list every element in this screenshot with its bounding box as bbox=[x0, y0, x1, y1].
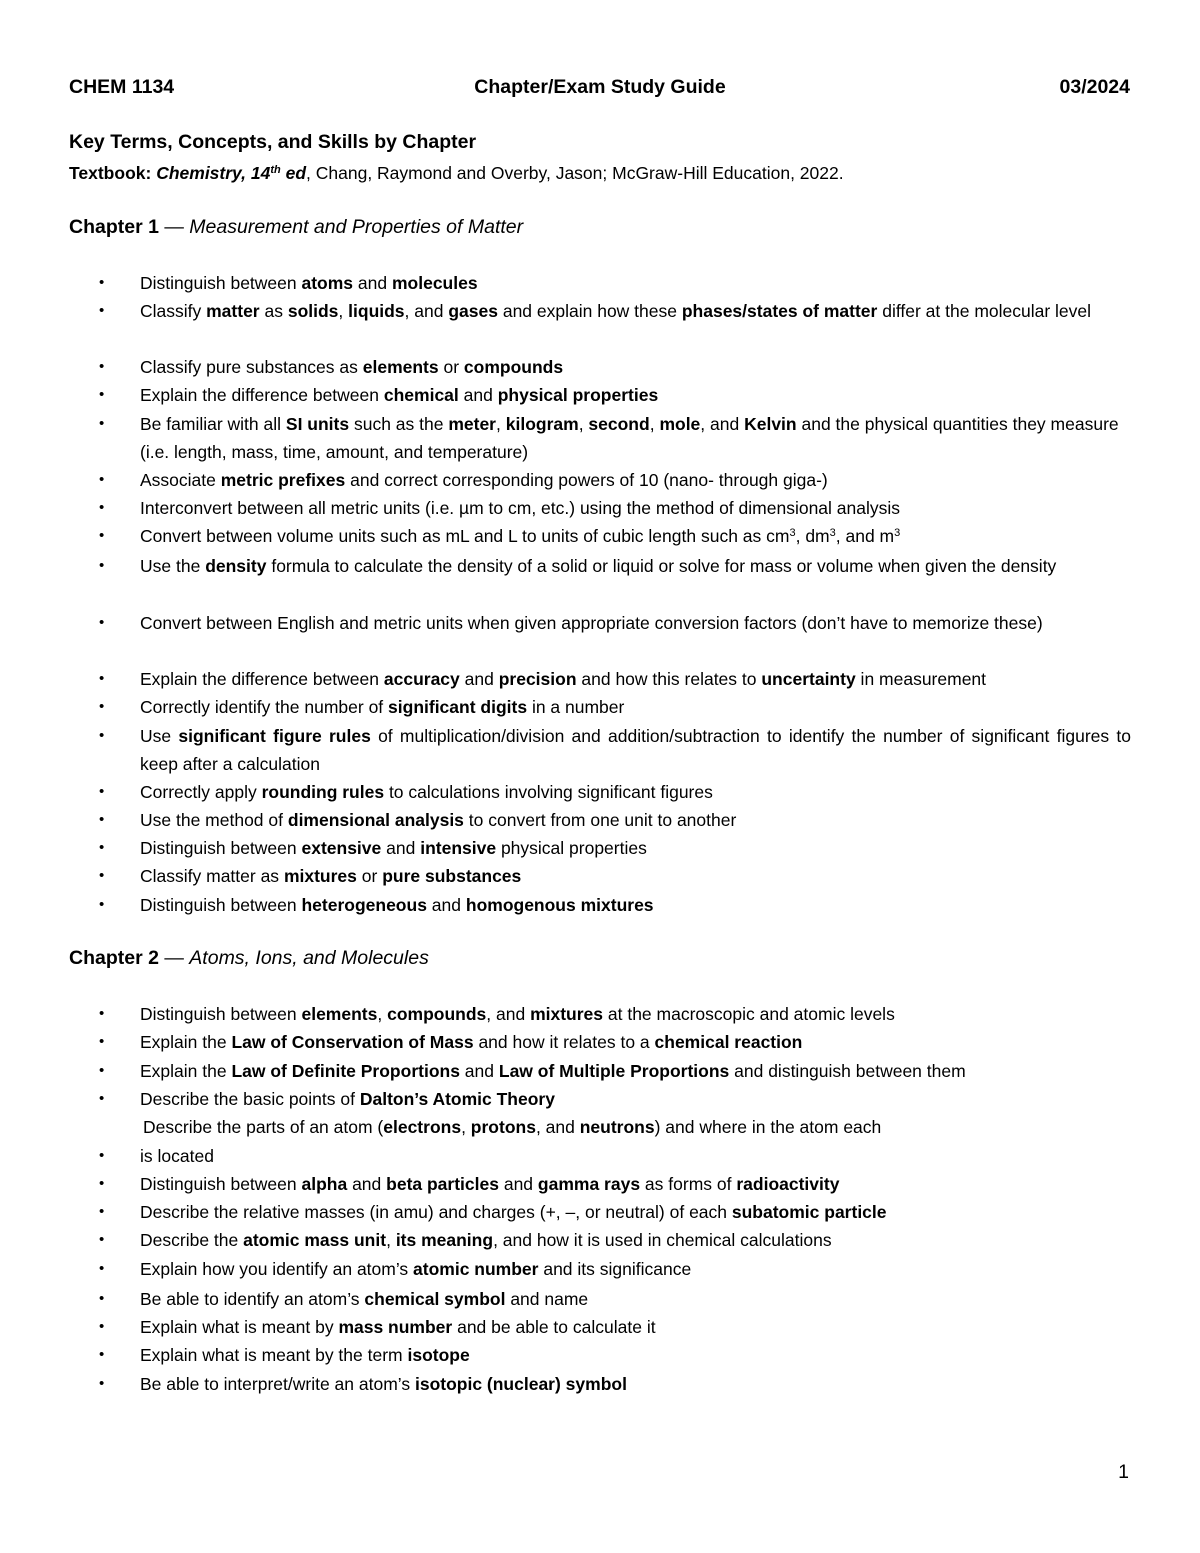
bullet-icon: • bbox=[99, 302, 105, 319]
objective-text bbox=[140, 778, 1131, 806]
key-term: elements bbox=[301, 1004, 378, 1024]
key-term: beta particles bbox=[386, 1174, 499, 1194]
objective-item bbox=[99, 1085, 1131, 1113]
text-run: Explain what is meant by the term bbox=[140, 1345, 408, 1365]
text-run: to convert from one unit to another bbox=[463, 810, 737, 830]
chapter-1-heading bbox=[69, 213, 523, 241]
key-term: liquids bbox=[348, 301, 405, 321]
objective-text bbox=[140, 410, 1131, 466]
bullet-icon: • bbox=[99, 1005, 105, 1022]
superscript: 3 bbox=[829, 527, 836, 539]
objective-text bbox=[140, 381, 1131, 409]
objective-item bbox=[99, 778, 1131, 806]
bullet-icon: • bbox=[99, 1318, 105, 1335]
objective-item bbox=[99, 410, 1131, 466]
objective-text bbox=[140, 522, 1131, 550]
key-term: atomic number bbox=[413, 1259, 539, 1279]
text-run: such as the bbox=[349, 414, 449, 434]
key-term: density bbox=[205, 556, 267, 576]
objective-text bbox=[140, 353, 1131, 381]
text-run: as bbox=[259, 301, 288, 321]
objective-item bbox=[99, 494, 1131, 522]
objective-text bbox=[140, 1285, 1131, 1313]
key-term: pure substances bbox=[382, 866, 522, 886]
key-term: chemical bbox=[383, 385, 459, 405]
bullet-icon: • bbox=[99, 1231, 105, 1248]
chapter-title: Measurement and Properties of Matter bbox=[189, 216, 524, 238]
text-run: and be able to calculate it bbox=[452, 1317, 656, 1337]
key-term: significant figure rules bbox=[178, 726, 371, 746]
objective-text bbox=[140, 1170, 1131, 1198]
objective-text bbox=[140, 297, 1131, 325]
objective-text bbox=[140, 269, 1131, 297]
text-run: , bbox=[338, 301, 349, 321]
key-term: intensive bbox=[420, 838, 497, 858]
key-term: dimensional analysis bbox=[287, 810, 464, 830]
objective-text bbox=[143, 1113, 1131, 1141]
text-run: , bbox=[578, 414, 589, 434]
key-term: mixtures bbox=[530, 1004, 604, 1024]
chapter-number: Chapter 1 bbox=[69, 216, 159, 238]
bullet-icon: • bbox=[99, 1260, 105, 1277]
key-term: gases bbox=[448, 301, 498, 321]
objective-text bbox=[140, 1341, 1131, 1369]
bullet-icon: • bbox=[99, 386, 105, 403]
objective-item bbox=[99, 1198, 1131, 1226]
objective-item bbox=[99, 1226, 1131, 1254]
text-run: and bbox=[381, 838, 421, 858]
bullet-icon: • bbox=[99, 471, 105, 488]
objective-item bbox=[99, 1313, 1131, 1341]
objective-text bbox=[140, 609, 1131, 637]
text-run: and explain how these bbox=[497, 301, 682, 321]
key-term: radioactivity bbox=[736, 1174, 840, 1194]
bullet-icon: • bbox=[99, 415, 105, 432]
key-term: atoms bbox=[301, 273, 354, 293]
text-run: Use the method of bbox=[140, 810, 288, 830]
key-term: meter bbox=[448, 414, 496, 434]
text-run: Distinguish between bbox=[140, 1174, 302, 1194]
bullet-icon: • bbox=[99, 867, 105, 884]
text-run: Be able to identify an atom’s bbox=[140, 1289, 365, 1309]
text-run: Explain what is meant by bbox=[140, 1317, 339, 1337]
text-run: Correctly apply bbox=[140, 782, 262, 802]
objective-text bbox=[140, 1000, 1131, 1028]
text-run: Describe the relative masses (in amu) and charges (+, –, or neutral) of each bbox=[140, 1202, 732, 1222]
text-run: Distinguish between bbox=[140, 1004, 302, 1024]
text-run: and how it relates to a bbox=[473, 1032, 655, 1052]
chapter-title: Atoms, Ions, and Molecules bbox=[189, 947, 429, 969]
bullet-icon: • bbox=[99, 670, 105, 687]
text-run: ) and where in the atom each bbox=[654, 1117, 882, 1137]
key-term: compounds bbox=[387, 1004, 487, 1024]
objective-text bbox=[140, 834, 1131, 862]
objective-item bbox=[99, 466, 1131, 494]
objective-item bbox=[99, 1057, 1131, 1085]
key-term: metric prefixes bbox=[220, 470, 346, 490]
bullet-icon: • bbox=[99, 1290, 105, 1307]
text-run: or bbox=[356, 866, 383, 886]
objective-item bbox=[99, 381, 1131, 409]
chapter-2-heading bbox=[69, 944, 429, 972]
key-term: Dalton’s Atomic Theory bbox=[359, 1089, 555, 1109]
text-run: or bbox=[438, 357, 464, 377]
bullet-icon: • bbox=[99, 1033, 105, 1050]
text-run: Describe the basic points of bbox=[140, 1089, 360, 1109]
text-run: Be familiar with all bbox=[140, 414, 286, 434]
key-term: protons bbox=[470, 1117, 536, 1137]
bullet-icon: • bbox=[99, 727, 105, 744]
bullet-icon: • bbox=[99, 557, 105, 574]
text-run: Classify bbox=[140, 301, 207, 321]
objective-text bbox=[140, 1057, 1131, 1085]
superscript: 3 bbox=[894, 527, 901, 539]
bullet-icon: • bbox=[99, 499, 105, 516]
objective-text bbox=[140, 1142, 1131, 1170]
key-term: atomic mass unit bbox=[243, 1230, 387, 1250]
text-run: , and m bbox=[835, 526, 895, 546]
text-run: Classify pure substances as bbox=[140, 357, 363, 377]
objective-text bbox=[140, 1198, 1131, 1226]
key-term: Law of Definite Proportions bbox=[231, 1061, 460, 1081]
text-run: in a number bbox=[527, 697, 625, 717]
key-term: Kelvin bbox=[744, 414, 797, 434]
key-term: physical properties bbox=[497, 385, 659, 405]
objective-item bbox=[99, 1285, 1131, 1313]
objective-text bbox=[140, 665, 1131, 693]
text-run: , and bbox=[486, 1004, 531, 1024]
text-run: Associate bbox=[140, 470, 221, 490]
objective-text bbox=[140, 891, 1131, 919]
key-term: isotope bbox=[407, 1345, 470, 1365]
text-run: and its significance bbox=[538, 1259, 692, 1279]
text-run: , and bbox=[404, 301, 449, 321]
key-term: precision bbox=[498, 669, 577, 689]
text-run: is located bbox=[140, 1146, 214, 1166]
text-run: Explain how you identify an atom’s bbox=[140, 1259, 414, 1279]
text-run: Interconvert between all metric units (i.e. µm to cm, etc.) using the method of dimensional analysis bbox=[140, 498, 901, 518]
key-term: gamma rays bbox=[537, 1174, 641, 1194]
course-code: CHEM 1134 bbox=[69, 76, 175, 98]
text-run: and name bbox=[505, 1289, 589, 1309]
key-term: chemical reaction bbox=[654, 1032, 803, 1052]
text-run: Describe the parts of an atom ( bbox=[143, 1117, 384, 1137]
objective-item bbox=[99, 1113, 1131, 1141]
text-run: of multiplication/division and addition/subtraction to identify the number of significant figures to keep after a calculation bbox=[140, 726, 1131, 775]
text-run: Classify matter as bbox=[140, 866, 284, 886]
objective-item bbox=[99, 353, 1131, 381]
text-run: physical properties bbox=[496, 838, 647, 858]
bullet-icon: • bbox=[99, 1375, 105, 1392]
textbook-title bbox=[156, 163, 306, 183]
key-term: its meaning bbox=[395, 1230, 494, 1250]
key-term: mixtures bbox=[283, 866, 357, 886]
objective-item bbox=[99, 552, 1131, 580]
chapter-dash: — bbox=[158, 216, 190, 238]
textbook-label: Textbook: bbox=[69, 163, 152, 183]
objective-text bbox=[140, 862, 1131, 890]
bullet-icon: • bbox=[99, 358, 105, 375]
text-run: as forms of bbox=[640, 1174, 737, 1194]
textbook-line bbox=[69, 160, 844, 186]
key-term: rounding rules bbox=[261, 782, 385, 802]
objective-item bbox=[99, 693, 1131, 721]
text-run: Convert between English and metric units when given appropriate conversion factors (don’t have to memorize these) bbox=[140, 613, 1043, 633]
key-term: isotopic (nuclear) symbol bbox=[414, 1374, 627, 1394]
key-term: elements bbox=[362, 357, 439, 377]
key-term: accuracy bbox=[383, 669, 460, 689]
objective-item bbox=[99, 1000, 1131, 1028]
text-run: Use bbox=[140, 726, 179, 746]
document-date: 03/2024 bbox=[1059, 76, 1130, 98]
text-run: Explain the bbox=[140, 1032, 232, 1052]
bullet-icon: • bbox=[99, 527, 105, 544]
text-run: Explain the difference between bbox=[140, 669, 384, 689]
objective-item bbox=[99, 269, 1131, 297]
text-run: formula to calculate the density of a solid or liquid or solve for mass or volume when given the density bbox=[266, 556, 1057, 576]
text-run: and bbox=[498, 1174, 538, 1194]
objective-text bbox=[140, 1226, 1131, 1254]
key-term: subatomic particle bbox=[731, 1202, 887, 1222]
superscript: 3 bbox=[789, 527, 796, 539]
text-run: and correct corresponding powers of 10 (nano- through giga-) bbox=[345, 470, 828, 490]
key-terms-heading: Key Terms, Concepts, and Skills by Chapter bbox=[69, 131, 477, 153]
text-run: , bbox=[461, 1117, 471, 1137]
key-term: alpha bbox=[301, 1174, 348, 1194]
objective-text bbox=[140, 466, 1131, 494]
text-run: Use the bbox=[140, 556, 206, 576]
key-term: chemical symbol bbox=[364, 1289, 506, 1309]
text-run: Correctly identify the number of bbox=[140, 697, 389, 717]
key-term: solids bbox=[287, 301, 339, 321]
bullet-icon: • bbox=[99, 783, 105, 800]
textbook-title-sup: th bbox=[270, 164, 281, 176]
bullet-icon: • bbox=[99, 1062, 105, 1079]
key-term: mole bbox=[659, 414, 701, 434]
objective-text bbox=[140, 806, 1131, 834]
textbook-title-ed: ed bbox=[280, 163, 307, 183]
objective-item bbox=[99, 862, 1131, 890]
chapter-dash: — bbox=[158, 947, 190, 969]
objective-text bbox=[140, 1085, 1131, 1113]
bullet-icon: • bbox=[99, 698, 105, 715]
objective-text bbox=[140, 1370, 1131, 1398]
key-term: electrons bbox=[383, 1117, 462, 1137]
objective-item bbox=[99, 1170, 1131, 1198]
text-run: Distinguish between bbox=[140, 838, 302, 858]
text-run: and bbox=[353, 273, 392, 293]
bullet-icon: • bbox=[99, 1147, 105, 1164]
text-run: , dm bbox=[795, 526, 830, 546]
key-term: SI units bbox=[285, 414, 350, 434]
text-run: , bbox=[649, 414, 660, 434]
objective-text bbox=[140, 1313, 1131, 1341]
text-run: Explain the bbox=[140, 1061, 232, 1081]
text-run: and distinguish between them bbox=[729, 1061, 966, 1081]
key-term: neutrons bbox=[579, 1117, 655, 1137]
text-run: , and bbox=[700, 414, 745, 434]
bullet-icon: • bbox=[99, 811, 105, 828]
key-term: mass number bbox=[338, 1317, 453, 1337]
text-run: to calculations involving significant figures bbox=[384, 782, 713, 802]
objective-item bbox=[99, 1028, 1131, 1056]
objective-item bbox=[99, 834, 1131, 862]
objective-item bbox=[99, 1255, 1131, 1283]
key-term: Law of Multiple Proportions bbox=[498, 1061, 730, 1081]
key-term: matter bbox=[206, 301, 260, 321]
bullet-icon: • bbox=[99, 614, 105, 631]
key-term: molecules bbox=[391, 273, 478, 293]
key-term: second bbox=[588, 414, 650, 434]
text-run: in measurement bbox=[855, 669, 987, 689]
key-term: extensive bbox=[301, 838, 382, 858]
objective-text bbox=[140, 552, 1131, 580]
text-run: and bbox=[426, 895, 466, 915]
text-run: and the physical quantities they measure (i.e. length, mass, time, amount, and temperature) bbox=[140, 414, 1119, 463]
objective-item bbox=[99, 722, 1131, 778]
objective-item bbox=[99, 891, 1131, 919]
objective-item bbox=[99, 665, 1131, 693]
objective-text bbox=[140, 1255, 1131, 1283]
objective-item bbox=[99, 297, 1131, 325]
objective-item bbox=[99, 1142, 1131, 1170]
bullet-icon: • bbox=[99, 274, 105, 291]
text-run: Distinguish between bbox=[140, 273, 302, 293]
objective-text bbox=[140, 494, 1131, 522]
text-run: differ at the molecular level bbox=[877, 301, 1092, 321]
objective-item bbox=[99, 1370, 1131, 1398]
text-run: and bbox=[459, 1061, 499, 1081]
objective-item bbox=[99, 1341, 1131, 1369]
document-title: Chapter/Exam Study Guide bbox=[474, 76, 726, 98]
key-term: kilogram bbox=[505, 414, 579, 434]
objective-item bbox=[99, 806, 1131, 834]
objective-item bbox=[99, 609, 1131, 637]
text-run: Convert between volume units such as mL and L to units of cubic length such as cm bbox=[140, 526, 790, 546]
objective-item bbox=[99, 522, 1131, 550]
chapter-number: Chapter 2 bbox=[69, 947, 159, 969]
text-run: , bbox=[386, 1230, 396, 1250]
bullet-icon: • bbox=[99, 1203, 105, 1220]
key-term: phases/states of matter bbox=[681, 301, 878, 321]
text-run: , and bbox=[535, 1117, 580, 1137]
textbook-citation: , Chang, Raymond and Overby, Jason; McGraw-Hill Education, 2022. bbox=[306, 163, 844, 183]
key-term: significant digits bbox=[388, 697, 528, 717]
objective-text bbox=[140, 722, 1131, 778]
bullet-icon: • bbox=[99, 839, 105, 856]
key-term: uncertainty bbox=[761, 669, 856, 689]
text-run: , and how it is used in chemical calculations bbox=[493, 1230, 832, 1250]
key-term: heterogeneous bbox=[301, 895, 427, 915]
text-run: Be able to interpret/write an atom’s bbox=[140, 1374, 415, 1394]
text-run: and bbox=[347, 1174, 387, 1194]
bullet-icon: • bbox=[99, 1346, 105, 1363]
key-term: compounds bbox=[463, 357, 564, 377]
page-number: 1 bbox=[1118, 1461, 1129, 1483]
text-run: , bbox=[496, 414, 506, 434]
text-run: Describe the bbox=[140, 1230, 244, 1250]
bullet-icon: • bbox=[99, 1090, 105, 1107]
text-run: , bbox=[377, 1004, 388, 1024]
text-run: and bbox=[458, 385, 498, 405]
key-term: homogenous mixtures bbox=[465, 895, 654, 915]
text-run: Explain the difference between bbox=[140, 385, 384, 405]
text-run: and how this relates to bbox=[576, 669, 762, 689]
bullet-icon: • bbox=[99, 1175, 105, 1192]
text-run: at the macroscopic and atomic levels bbox=[603, 1004, 895, 1024]
text-run: Distinguish between bbox=[140, 895, 302, 915]
key-term: Law of Conservation of Mass bbox=[231, 1032, 474, 1052]
bullet-icon: • bbox=[99, 896, 105, 913]
objective-text bbox=[140, 693, 1131, 721]
text-run: and bbox=[459, 669, 499, 689]
textbook-title-prefix: Chemistry, 14 bbox=[156, 163, 271, 183]
objective-text bbox=[140, 1028, 1131, 1056]
